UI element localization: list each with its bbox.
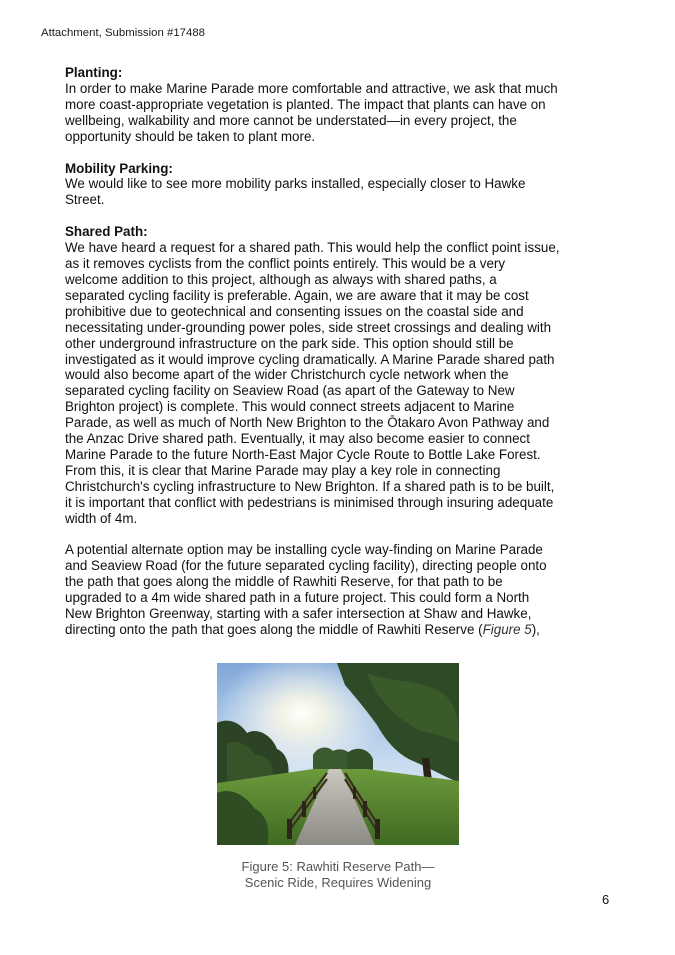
rawhiti-reserve-photo xyxy=(217,663,459,845)
section-alternate-option xyxy=(65,542,625,637)
figure-reference-link: Figure 5 xyxy=(482,622,532,637)
figure-caption xyxy=(200,859,476,891)
section-mobility-parking xyxy=(65,161,625,209)
section-paragraph: We would like to see more mobility parks installed, especially closer to Hawke Street. xyxy=(65,176,526,208)
attachment-header: Attachment, Submission #17488 xyxy=(41,27,205,39)
page-number: 6 xyxy=(602,892,610,907)
section-paragraph: We have heard a request for a shared path. This would help the conflict point issue, as it removes cyclists from the conflict points entirely. This would be a very welcome addition to this project, although as always with shared paths, a separated cycling facility is preferable. Again, we are aware that it may be cost prohibitive due to geotechnical and consenting issues on the coastal side and necessitating under-grounding power poles, side street crossings and dealing with other underground infrastructure on the park side. This option should still be investigated as it would improve cycling dramatically. A Marine Parade shared path would also become apart of the wider Christchurch cycle network when the separated cycling facility on Seaview Road (as apart of the Gateway to New Brighton project) is complete. This would connect streets adjacent to Marine Parade, as well as much of North New Brighton to the Ōtakaro Avon Pathway and the Anzac Drive shared path. Eventually, it may also become easier to connect Marine Parade to the future North-East Major Cycle Route to Bottle Lake Forest. From this, it is clear that Marine Parade may play a key role in connecting Christchurch's cycling infrastructure to New Brighton. If a shared path is to be built, it is important that conflict with pedestrians is minimised through insuring adequate width of 4m. xyxy=(65,240,560,526)
section-title: Planting: xyxy=(65,65,123,80)
section-paragraph xyxy=(65,542,625,637)
figure-caption-line: Figure 5: Rawhiti Reserve Path— xyxy=(241,859,435,874)
section-shared-path xyxy=(65,224,625,526)
section-title: Mobility Parking: xyxy=(65,160,173,176)
paragraph-text: A potential alternate option may be installing cycle way-finding on Marine Parade and Seaview Road (for the future separated cycling facility), directing people onto the path that goes along the middle of Rawhiti Reserve, for that path to be upgraded to a 4m wide shared path in a future project. This could form a North New Brighton Greenway, starting with a safer intersection at Shaw and Hawke, directing onto the path that goes along the middle of Rawhiti Reserve ( xyxy=(65,542,547,637)
section-planting xyxy=(65,65,625,145)
section-title: Shared Path: xyxy=(65,224,148,240)
paragraph-tail: ), xyxy=(531,622,540,637)
figure-caption-line: Scenic Ride, Requires Widening xyxy=(244,875,432,890)
document-body xyxy=(65,65,625,638)
section-paragraph: In order to make Marine Parade more comfortable and attractive, we ask that much more coast-appropriate vegetation is planted. The impact that plants can have on wellbeing, walkability and more cannot be understated—in every project, the opportunity should be taken to plant more. xyxy=(65,80,558,144)
